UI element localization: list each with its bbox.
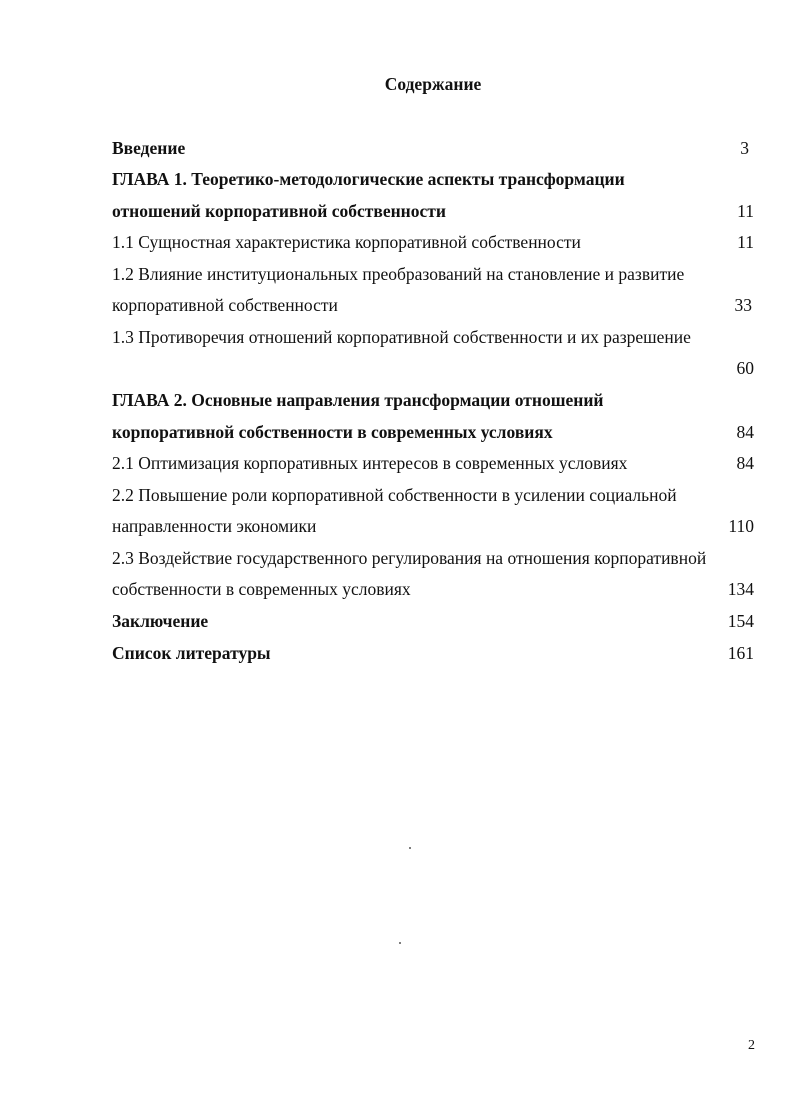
toc-s1-1-page: 11 — [737, 232, 754, 252]
toc-s2-1-page: 84 — [736, 453, 754, 473]
toc-s2-3-line2: собственности в современных условиях — [112, 579, 411, 599]
page-title: Содержание — [384, 74, 482, 94]
toc-ch1-line1: ГЛАВА 1. Теоретико-методологические аспекты трансформации — [112, 169, 625, 189]
toc-s2-3-page: 134 — [727, 579, 754, 599]
toc-ch1-line2: отношений корпоративной собственности — [112, 201, 446, 221]
toc-s2-2-page: 110 — [728, 516, 754, 536]
toc-references-label: Список литературы — [112, 643, 271, 663]
toc-s1-1-line1: 1.1 Сущностная характеристика корпоративной собственности — [112, 232, 581, 252]
toc-s1-2-page: 33 — [734, 295, 752, 315]
toc-conclusion-label: Заключение — [112, 611, 209, 631]
toc-s2-3-line1: 2.3 Воздействие государственного регулирования на отношения корпоративной — [112, 548, 707, 568]
toc-s1-2-line2: корпоративной собственности — [112, 295, 338, 315]
toc-s1-2-line1: 1.2 Влияние институциональных преобразований на становление и развитие — [112, 264, 685, 284]
toc-ch2-page: 84 — [736, 422, 754, 442]
toc-s2-1-line1: 2.1 Оптимизация корпоративных интересов в современных условиях — [112, 453, 628, 473]
toc-s2-2-line1: 2.2 Повышение роли корпоративной собственности в усилении социальной — [112, 485, 677, 505]
toc-s1-3-line1: 1.3 Противоречия отношений корпоративной собственности и их разрешение — [112, 327, 691, 347]
toc-s2-2-line2: направленности экономики — [112, 516, 317, 536]
toc-ch2-line2: корпоративной собственности в современных условиях — [112, 422, 553, 442]
scan-speck — [409, 847, 411, 849]
toc-references-page: 161 — [727, 643, 754, 663]
page-number: 2 — [748, 1038, 755, 1053]
toc-ch1-page: 11 — [737, 201, 754, 221]
toc-s1-3-page: 60 — [736, 358, 754, 378]
toc-ch2-line1: ГЛАВА 2. Основные направления трансформации отношений — [112, 390, 604, 410]
toc-intro-page: 3 — [740, 138, 749, 158]
scan-speck — [399, 942, 401, 944]
toc-conclusion-page: 154 — [727, 611, 754, 631]
toc-intro-label: Введение — [112, 138, 186, 158]
